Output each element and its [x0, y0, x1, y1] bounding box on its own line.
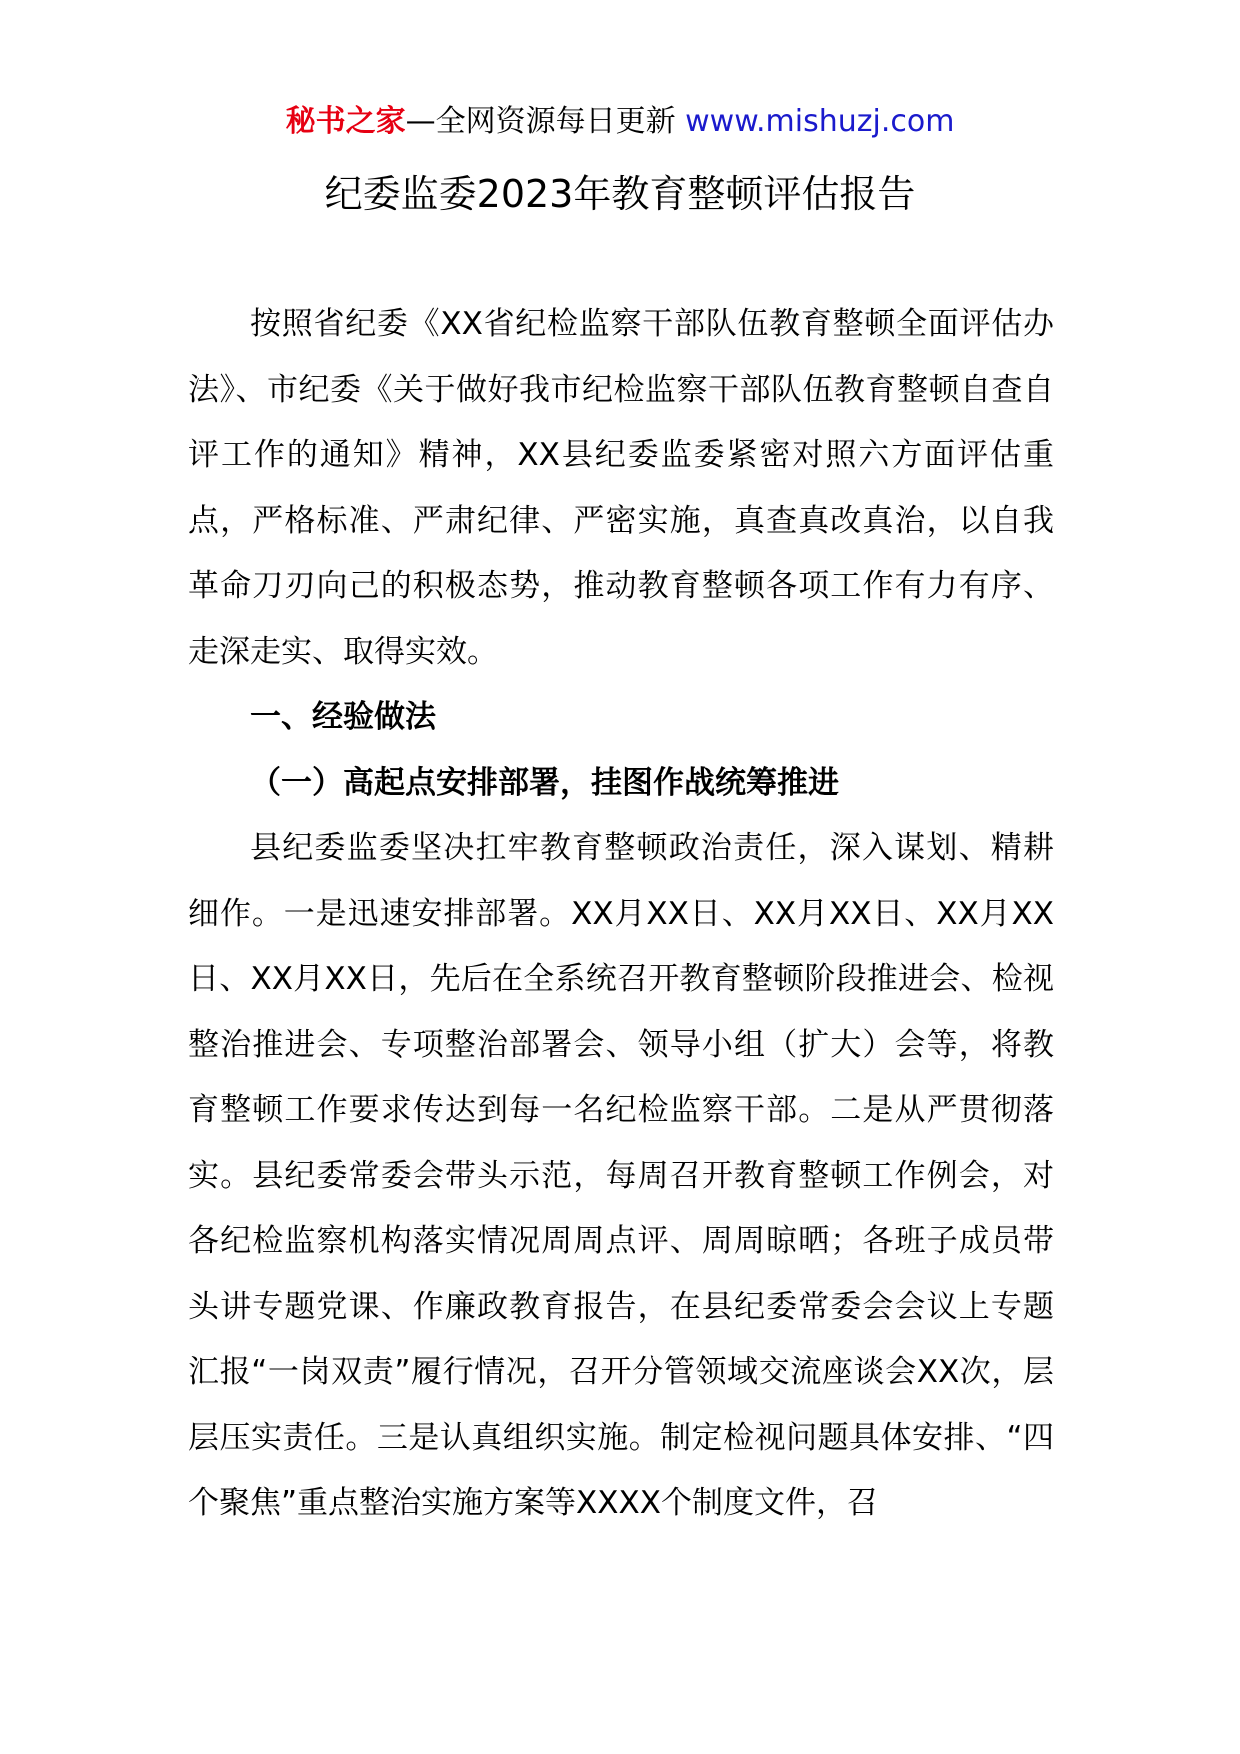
document-body [188, 292, 1054, 1537]
site-header [0, 100, 1240, 144]
document-title: 纪委监委2023年教育整顿评估报告 [324, 172, 916, 216]
site-url-link[interactable]: www.mishuzj.com [685, 104, 955, 139]
intro-paragraph: 按照省纪委《XX省纪检监察干部队伍教育整顿全面评估办法》、市纪委《关于做好我市纪检监察干部队伍教育整顿自查自评工作的通知》精神，XX县纪委监委紧密对照六方面评估重点，严格标准、严肃纪律、严密实施，真查真改真治，以自我革命刀刃向己的积极态势，推动教育整顿各项工作有力有序、走深走实、取得实效。 [188, 306, 1054, 670]
section-heading: 一、经验做法 [250, 699, 436, 735]
brand-name: 秘书之家 [285, 104, 406, 139]
header-tagline: —全网资源每日更新 [405, 104, 676, 139]
subsection-heading: （一）高起点安排部署，挂图作战统筹推进 [250, 764, 839, 801]
body-paragraph: 县纪委监委坚决扛牢教育整顿政治责任，深入谋划、精耕细作。一是迅速安排部署。XX月XX日、XX月XX日、XX月XX日、XX月XX日，先后在全系统召开教育整顿阶段推进会、检视整治推进会、专项整治部署会、领导小组（扩大）会等，将教育整顿工作要求传达到每一名纪检监察干部。二是从严贯彻落实。县纪委常委会带头示范，每周召开教育整顿工作例会，对各纪检监察机构落实情况周周点评、周周晾晒；各班子成员带头讲专题党课、作廉政教育报告，在县纪委常委会会议上专题汇报“一岗双责”履行情况，召开分管领域交流座谈会XX次，层层压实责任。三是认真组织实施。制定检视问题具体安排、“四个聚焦”重点整治实施方案等XXXX个制度文件，召 [188, 830, 1054, 1521]
